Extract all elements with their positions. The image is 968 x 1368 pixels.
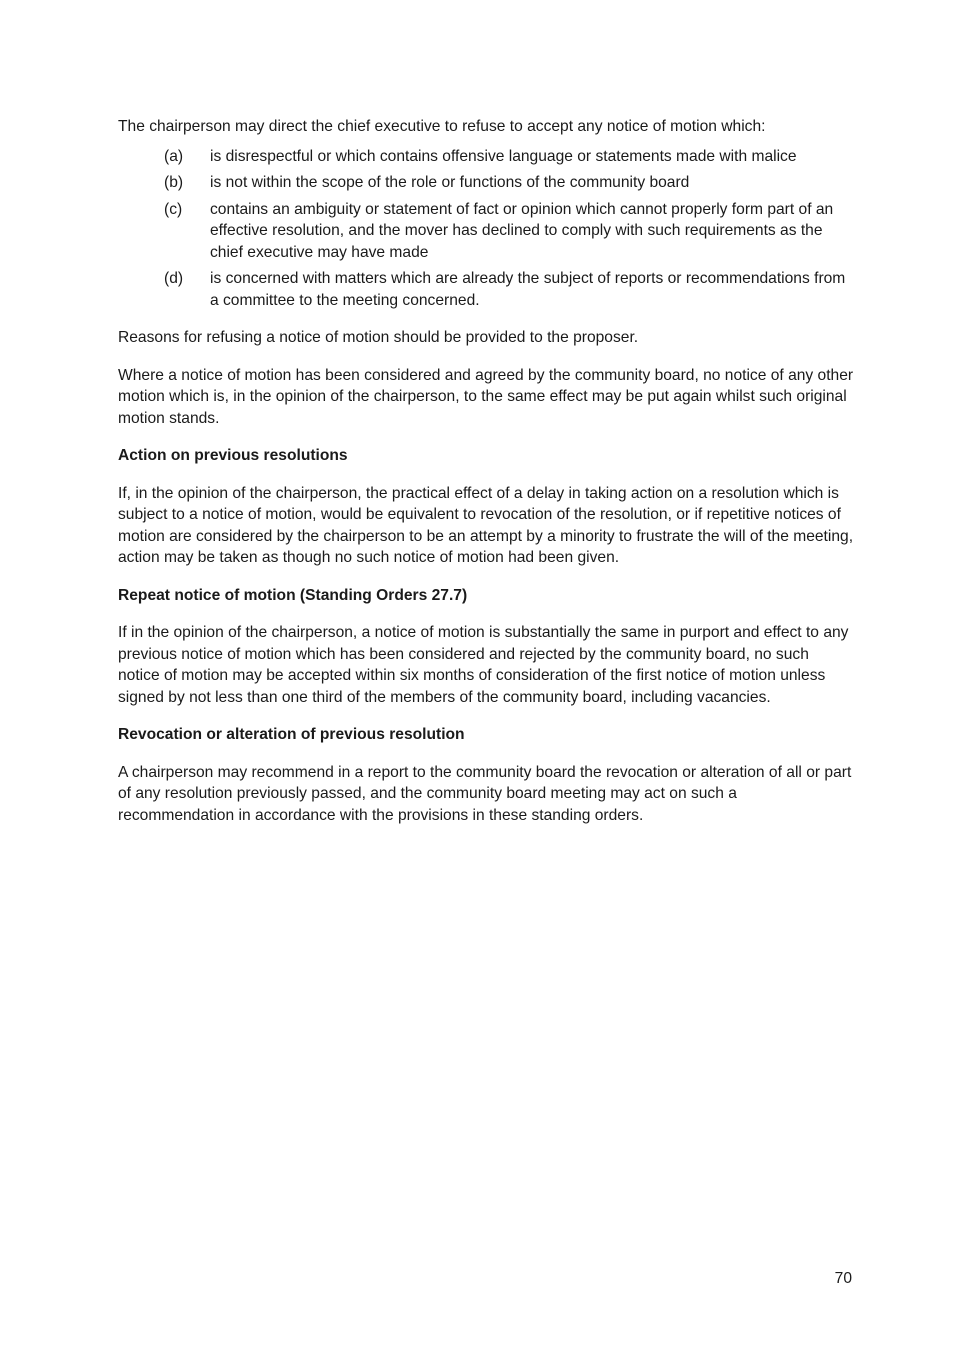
section-heading-action: Action on previous resolutions [118,447,348,464]
list-marker: (a) [164,147,184,165]
intro-paragraph: The chairperson may direct the chief executive to refuse to accept any notice of motion which: [118,118,766,135]
list-item [118,199,854,264]
list-item-text: is not within the scope of the role or functions of the community board [210,174,690,191]
list-marker: (b) [164,174,184,191]
list-item [118,146,854,168]
section-heading-revocation: Revocation or alteration of previous resolution [118,726,465,743]
list-marker: (c) [164,200,183,218]
list-item [118,268,854,311]
section-heading-repeat: Repeat notice of motion (Standing Orders 27.7) [118,586,468,604]
reasons-paragraph: Reasons for refusing a notice of motion should be provided to the proposer. [118,329,639,346]
list-item-text: contains an ambiguity or statement of fact or opinion which cannot properly form part of an effective resolution, and the mover has declined to comply with such requirements as the chief executive may have made [210,200,834,261]
revocation-paragraph: A chairperson may recommend in a report to the community board the revocation or alteration of all or part of any resolution previously passed, and the community board meeting may act on such a recommendation in accordance with the provisions in these standing orders. [118,763,852,824]
agreed-motion-paragraph: Where a notice of motion has been considered and agreed by the community board, no notice of any other motion which is, in the opinion of the chairperson, to the same effect may be put again whilst such original motion stands. [118,366,854,427]
list-item-text: is concerned with matters which are already the subject of reports or recommendations from a committee to the meeting concerned. [210,270,846,309]
list-item-text: is disrespectful or which contains offensive language or statements made with malice [210,147,797,165]
document-body [118,116,854,842]
list-marker: (d) [164,270,184,287]
refusal-criteria-list [118,146,854,312]
list-item [118,172,854,194]
page-number: 70 [834,1270,852,1287]
repeat-paragraph: If in the opinion of the chairperson, a notice of motion is substantially the same in purport and effect to any previous notice of motion which has been considered and rejected by the community board, no such notice of motion may be accepted within six months of consideration of the first notice of motion unless signed by not less than one third of the members of the community board, including vacancies. [118,624,849,706]
action-paragraph: If, in the opinion of the chairperson, the practical effect of a delay in taking action on a resolution which is subject to a notice of motion, would be equivalent to revocation of the resolution, or if repetitive notices of motion are considered by the chairperson to be an attempt by a minority to frustrate the will of the meeting, action may be taken as though no such notice of motion had been given. [118,484,854,566]
